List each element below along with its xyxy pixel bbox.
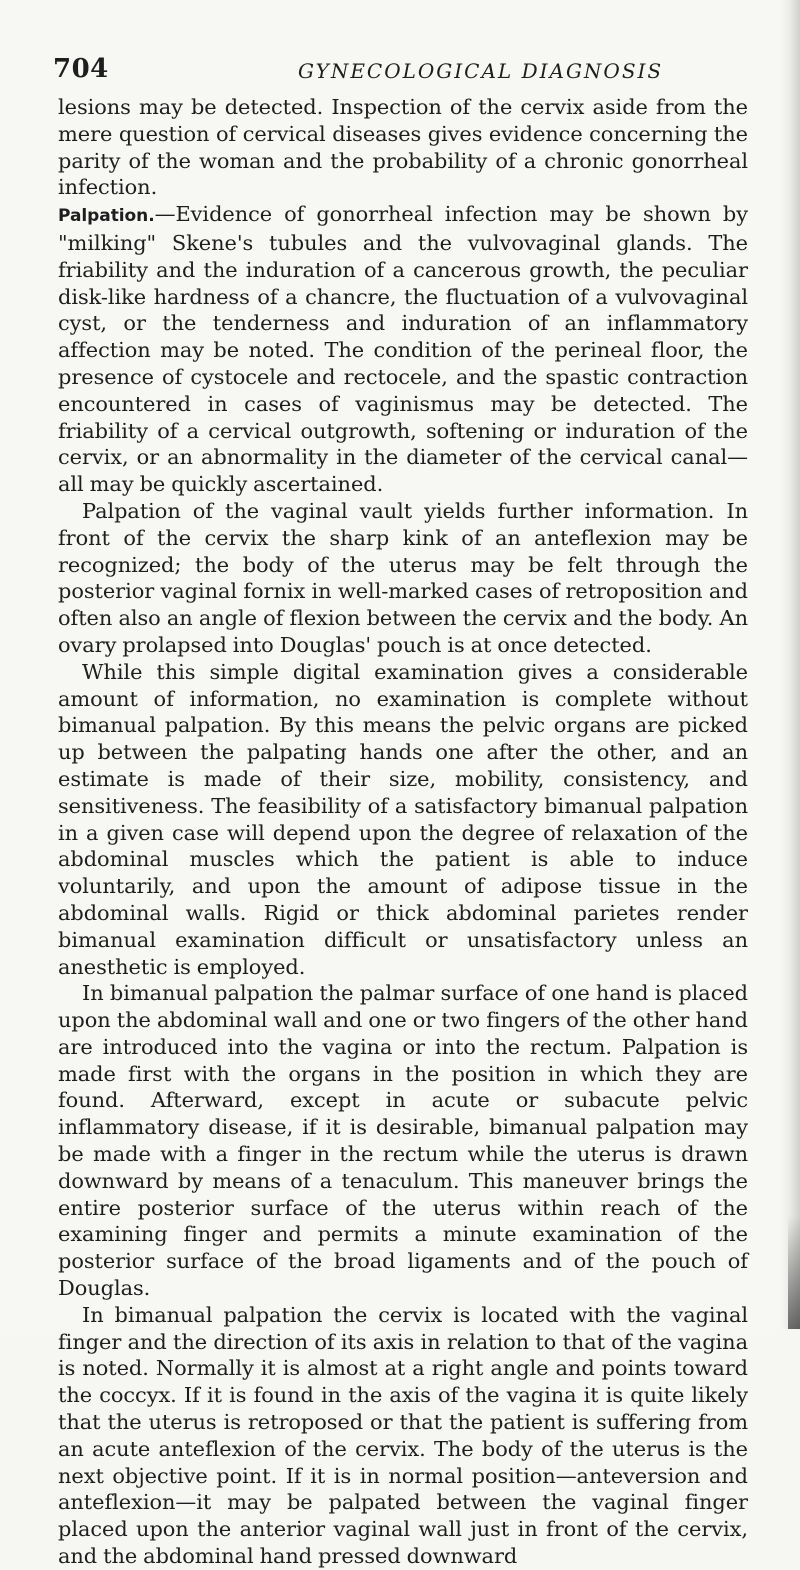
paragraph-2 [58, 201, 748, 498]
paragraph-2-text: —Evidence of gonorrheal infection may be shown by "milking" Skene's tubules and the vulvovaginal glands. The friability and the induration of a cancerous growth, the peculiar disk-like hardness of a chancre, the fluctuation of a vulvovaginal cyst, or the tenderness and induration of an inflammatory affection may be noted. The condition of the perineal floor, the presence of cystocele and rectocele, and the spastic contraction encountered in cases of vaginismus may be detected. The friability of a cervical outgrowth, softening or induration of the cervix, or an abnormality in the diameter of the cervical canal—all may be quickly ascertained. [58, 202, 748, 497]
scan-edge-blot [788, 1215, 800, 1329]
running-head: GYNECOLOGICAL DIAGNOSIS [298, 59, 664, 83]
paragraph-5: In bimanual palpation the palmar surface of one hand is placed upon the abdominal wall and one or two fingers of the other hand are introduced into the vagina or into the rectum. Palpation is made first with the organs in the position in which they are found. Afterward, except in acute or subacute pelvic inflammatory disease, if it is desirable, bimanual palpation may be made with a finger in the rectum while the uterus is drawn downward by means of a tenaculum. This maneuver brings the entire posterior surface of the uterus within reach of the examining finger and permits a minute examination of the posterior surface of the broad ligaments and of the pouch of Douglas. [58, 981, 748, 1301]
paragraph-4: While this simple digital examination gives a considerable amount of information, no examination is complete without bimanual palpation. By this means the pelvic organs are picked up between the palpating hands one after the other, and an estimate is made of their size, mobility, consistency, and sensitiveness. The feasibility of a satisfactory bimanual palpation in a given case will depend upon the degree of relaxation of the abdominal muscles which the patient is able to induce voluntarily, and upon the amount of adipose tissue in the abdominal walls. Rigid or thick abdominal parietes render bimanual examination difficult or unsatisfactory unless an anesthetic is employed. [58, 659, 748, 979]
page-number: 704 [53, 54, 109, 84]
paragraph-1: lesions may be detected. Inspection of the cervix aside from the mere question of cervical diseases gives evidence concerning the parity of the woman and the probability of a chronic gonorrheal infection. [58, 95, 748, 200]
section-heading-palpation: Palpation. [58, 206, 155, 227]
paragraph-3: Palpation of the vaginal vault yields further information. In front of the cervix the sharp kink of an anteflexion may be recognized; the body of the uterus may be felt through the posterior vaginal fornix in well-marked cases of retroposition and often also an angle of flexion between the cervix and the body. An ovary prolapsed into Douglas' pouch is at once detected. [58, 498, 748, 657]
body-text [58, 94, 748, 1570]
page-header [53, 54, 753, 84]
paragraph-6: In bimanual palpation the cervix is located with the vaginal finger and the direction of its axis in relation to that of the vagina is noted. Normally it is almost at a right angle and points toward the coccyx. If it is found in the axis of the vagina it is quite likely that the uterus is retroposed or that the patient is suffering from an acute anteflexion of the cervix. The body of the uterus is the next objective point. If it is in normal position—anteversion and anteflexion—it may be palpated between the vaginal finger placed upon the anterior vaginal wall just in front of the cervix, and the abdominal hand pressed downward [58, 1302, 748, 1569]
scan-edge-shadow [780, 0, 800, 1329]
